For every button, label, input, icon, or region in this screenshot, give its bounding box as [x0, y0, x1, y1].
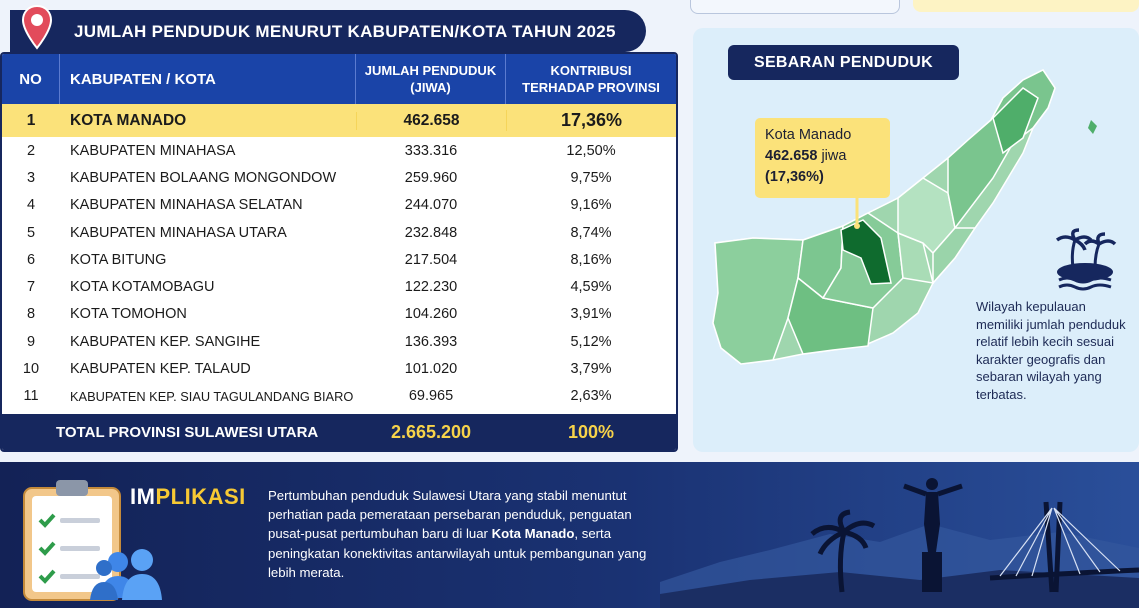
callout-name: Kota Manado	[765, 127, 852, 143]
col-kontribusi-line2: TERHADAP PROVINSI	[522, 80, 660, 95]
row-no: 9	[26, 333, 36, 350]
row-jumlah: 244.070	[404, 197, 458, 214]
row-jumlah: 101.020	[404, 361, 458, 378]
row-jumlah: 217.504	[404, 251, 458, 268]
callout-unit: jiwa	[821, 148, 847, 164]
table-row	[2, 328, 676, 355]
row-kabupaten: KOTA MANADO	[70, 111, 187, 129]
population-table	[0, 52, 678, 452]
implikasi-text-1: Pertumbuhan penduduk Sulawesi Utara yang stabil menuntut perhatian pada pemerataan persebaran penduduk, penguatan pusat-pusat pertumbuhan baru di luar	[268, 488, 632, 542]
total-kontribusi: 100%	[567, 421, 615, 442]
table-row	[2, 164, 676, 191]
map-panel	[693, 28, 1139, 452]
table-row	[2, 301, 676, 328]
map-note: Wilayah kepulauan memiliki jumlah penduduk relatif lebih kecih sesuai karakter geografis dan sebaran wilayah yang terbatas.	[976, 299, 1126, 402]
row-kabupaten: KOTA BITUNG	[70, 251, 167, 268]
row-kabupaten: KABUPATEN KEP. TALAUD	[70, 361, 251, 378]
row-no: 7	[26, 279, 36, 296]
col-kontribusi-line1: KONTRIBUSI	[550, 63, 632, 78]
callout-pct: (17,36%)	[765, 169, 824, 185]
row-jumlah: 259.960	[404, 169, 458, 186]
row-jumlah: 232.848	[404, 224, 458, 241]
row-no: 8	[26, 306, 36, 323]
page-title: JUMLAH PENDUDUK MENURUT KABUPATEN/KOTA TAHUN 2025	[74, 22, 616, 41]
row-kabupaten: KABUPATEN MINAHASA	[70, 142, 236, 159]
row-kontribusi: 4,59%	[570, 279, 612, 296]
col-jumlah-line2: (JIWA)	[410, 80, 451, 95]
col-kabupaten: KABUPATEN / KOTA	[60, 54, 356, 104]
table-row	[2, 137, 676, 164]
table-row	[2, 383, 676, 410]
row-kabupaten: KABUPATEN BOLAANG MONGONDOW	[70, 169, 337, 186]
row-jumlah: 104.260	[404, 306, 458, 323]
table-row	[2, 104, 676, 137]
table-total-row	[2, 414, 676, 450]
row-kabupaten: KABUPATEN MINAHASA UTARA	[70, 224, 287, 241]
col-jumlah	[356, 54, 506, 104]
implikasi-title-white: IM	[130, 484, 156, 509]
row-kontribusi: 8,16%	[570, 251, 612, 268]
row-kontribusi: 3,79%	[570, 361, 612, 378]
top-decor-box	[690, 0, 900, 14]
row-no: 1	[26, 111, 36, 129]
total-label: TOTAL PROVINSI SULAWESI UTARA	[56, 423, 319, 441]
row-no: 2	[26, 142, 36, 159]
table-row	[2, 355, 676, 382]
implikasi-title-yellow: PLIKASI	[155, 484, 246, 509]
row-kontribusi: 17,36%	[506, 110, 676, 131]
row-jumlah: 136.393	[404, 333, 458, 350]
row-kabupaten: KABUPATEN KEP. SANGIHE	[70, 333, 261, 350]
implikasi-text	[268, 486, 648, 582]
row-kabupaten: KABUPATEN KEP. SIAU TAGULANDANG BIARO	[70, 388, 354, 404]
implikasi-text-2: , serta peningkatan konektivitas antarwilayah untuk pembangunan yang lebih merata.	[268, 526, 647, 580]
row-jumlah: 333.316	[404, 142, 458, 159]
table-body	[2, 104, 676, 410]
row-no: 4	[26, 197, 36, 214]
row-kontribusi: 9,75%	[570, 169, 612, 186]
map-title: SEBARAN PENDUDUK	[728, 45, 959, 80]
row-kontribusi: 12,50%	[566, 142, 616, 159]
table-row	[2, 273, 676, 300]
city-skyline-illustration	[660, 462, 1139, 608]
table-row	[2, 246, 676, 273]
row-kabupaten: KOTA TOMOHON	[70, 306, 187, 323]
manado-marker	[854, 223, 860, 229]
top-decor-chip	[913, 0, 1139, 12]
row-no: 5	[26, 224, 36, 241]
manado-callout	[755, 118, 890, 198]
row-no: 3	[26, 169, 36, 186]
row-kontribusi: 8,74%	[570, 224, 612, 241]
implikasi-banner	[0, 462, 1139, 608]
row-jumlah: 69.965	[408, 388, 454, 405]
table-row	[2, 192, 676, 219]
col-kontribusi	[506, 54, 676, 104]
row-kontribusi: 5,12%	[570, 333, 612, 350]
col-no: NO	[2, 54, 60, 104]
row-kontribusi: 9,16%	[570, 197, 612, 214]
island-palm-icon	[1057, 230, 1115, 289]
row-kabupaten: KABUPATEN MINAHASA SELATAN	[70, 197, 303, 214]
row-no: 6	[26, 251, 36, 268]
row-jumlah: 122.230	[404, 279, 458, 296]
title-banner	[10, 10, 646, 52]
total-jumlah: 2.665.200	[390, 421, 472, 442]
location-pin-icon	[22, 4, 52, 50]
row-kontribusi: 3,91%	[570, 306, 612, 323]
table-header	[2, 54, 676, 104]
implikasi-text-bold: Kota Manado	[491, 526, 575, 542]
row-jumlah: 462.658	[356, 112, 506, 130]
row-no: 10	[22, 361, 40, 378]
col-jumlah-line1: JUMLAH PENDUDUK	[364, 63, 497, 78]
table-row	[2, 219, 676, 246]
row-no: 11	[23, 388, 39, 405]
map-island	[1088, 120, 1097, 134]
callout-value: 462.658	[765, 148, 818, 164]
row-kontribusi: 2,63%	[570, 388, 612, 405]
implikasi-title	[130, 484, 246, 510]
row-kabupaten: KOTA KOTAMOBAGU	[70, 279, 215, 296]
